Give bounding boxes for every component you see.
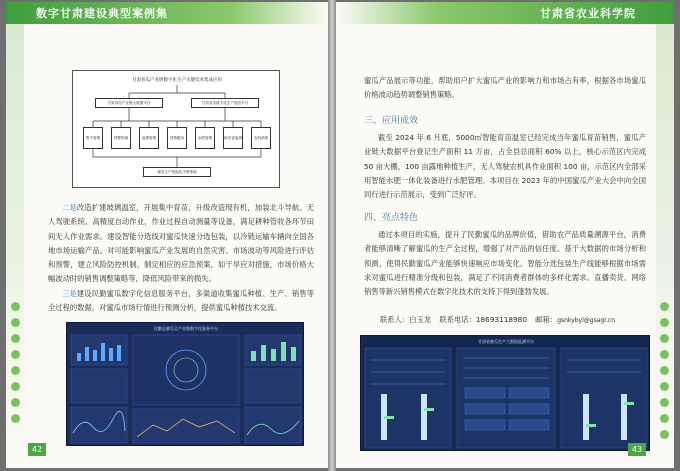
lead-word: 二是 — [62, 203, 77, 212]
diagram-box-left: 甘肃省瓜产业链大数据平台 — [95, 98, 163, 108]
contact-person: 白玉龙 — [409, 315, 432, 324]
paragraph-three — [48, 287, 314, 316]
lead-word: 三是 — [62, 289, 77, 298]
contact-line — [380, 315, 650, 325]
intro-paragraph: 蜜瓜产品展示等功能，帮助用户扩大蜜瓜产业的影响力和市场占有率，根据各市场蜜瓜价格波动趋势调整销售策略。 — [364, 76, 646, 100]
dashboard-graphics — [67, 323, 304, 446]
left-page-number: 42 — [28, 443, 46, 456]
left-page — [6, 2, 328, 468]
diagram-module: 水肥管理 — [195, 127, 215, 149]
diagram-title: 甘肃省瓜产业链数字化生产关键技术集成应用 — [132, 78, 222, 83]
dashboard-screenshot-left — [66, 322, 304, 446]
paragraph-text: 改造扩建玻璃温室，开展集中育苗，升级改造现有机，加装北斗导航、无人驾驶系统、高精度自动作业，作业过程自动测量等设备，满足耕种管收各环节田间无人作业需求。建设智能分选线对蜜瓜快速分选包装，以冷链运输车辆向全国各地市场运输产品。对可能影响蜜瓜产业发展的自然灾害、市场波动等风险进行评估和预警，建立风险防控机制，制定相应的应急预案，如干旱应对措施，市场价格大幅波动时的销售调整策略等，降低风险带来的损失。 — [48, 203, 315, 284]
decorative-dots — [10, 302, 22, 430]
architecture-diagram — [72, 70, 280, 188]
section-title-results: 三、应用成效 — [364, 116, 419, 126]
diagram-module: 农机调度 — [251, 127, 271, 149]
dashboard-title: 甘肃省蜜瓜生产大数据监测平台 — [478, 339, 534, 344]
contact-person-label: 联系人： — [380, 315, 410, 324]
decorative-dots — [659, 302, 671, 446]
contact-email-label: 邮箱： — [535, 315, 558, 324]
contact-phone: 18693118980 — [475, 315, 527, 324]
highlights-paragraph: 通过本项目的实施，提升了民勤蜜瓜的品牌价值，借助农产品质量溯源平台，消费者能够清晰了解蜜瓜的生产全过程，增强了对产品的信任度。基于大数据的市场分析和预测，使得民勤蜜瓜产业能够快速响应市场变化。智能分选包装生产线能够根据市场需求对蜜瓜进行精准分级和包装，满足了不同消费者群体的多样化需求。直播卖货、网络销售等新兴销售模式在数字化技术的支持下得到蓬勃发展。 — [364, 230, 646, 297]
dashboard-title: 民勤县蜜瓜全产业链数字化服务平台 — [154, 326, 218, 331]
contact-phone-label: 联系电话： — [439, 315, 476, 324]
left-page-header — [6, 2, 328, 24]
contact-email: gsnkybyl@gsagr.cn — [557, 317, 616, 324]
paragraph-text: 建设民勤蜜瓜数字化信息服务平台，多渠道收集蜜瓜种植、生产、销售等全过程的数据，对蜜瓜市场行情进行预测分析，提供蜜瓜种植技术交流、 — [48, 289, 315, 313]
diagram-box-right: 甘肃省瓜数字化生产管控平台 — [191, 98, 259, 108]
paragraph-two — [48, 201, 314, 287]
results-paragraph: 截至 2024 年 6 月底，5000㎡智能育苗温室已经完成当年蜜瓜育苗销售，蜜瓜产业链大数据平台登记生产面积 11 万亩，占全县总面积 60% 以上，核心示范区内完成 50 亩大棚，100 亩露地种植生产，无人驾驶农机具作业面积 100 亩，示范区内全部采用智能水肥一体化装备进行水肥管理。本项目在 2023 年的中国蜜瓜产业大会中向全国同行进行示范展示，受到广泛好评。 — [364, 133, 646, 200]
dashboard-screenshot-right — [360, 335, 650, 451]
diagram-module: 集中管理 — [83, 127, 103, 149]
diagram-module: 病虫害监测 — [223, 127, 243, 149]
dashboard-graphics — [361, 336, 650, 451]
right-page — [336, 2, 674, 468]
right-header-title: 甘肃省农业科学院 — [540, 7, 636, 20]
right-page-header — [336, 2, 674, 24]
diagram-box-bottom: 蜜瓜生产智能化决策系统 — [143, 167, 211, 177]
right-page-number: 43 — [628, 443, 646, 456]
diagram-module: 预警预测 — [111, 127, 131, 149]
book-gutter — [328, 0, 336, 471]
left-header-title: 数字甘肃建设典型案例集 — [36, 7, 168, 20]
diagram-module: 追溯管理 — [139, 127, 159, 149]
diagram-module: 营销服务 — [167, 127, 187, 149]
section-title-highlights: 四、亮点特色 — [364, 213, 419, 223]
